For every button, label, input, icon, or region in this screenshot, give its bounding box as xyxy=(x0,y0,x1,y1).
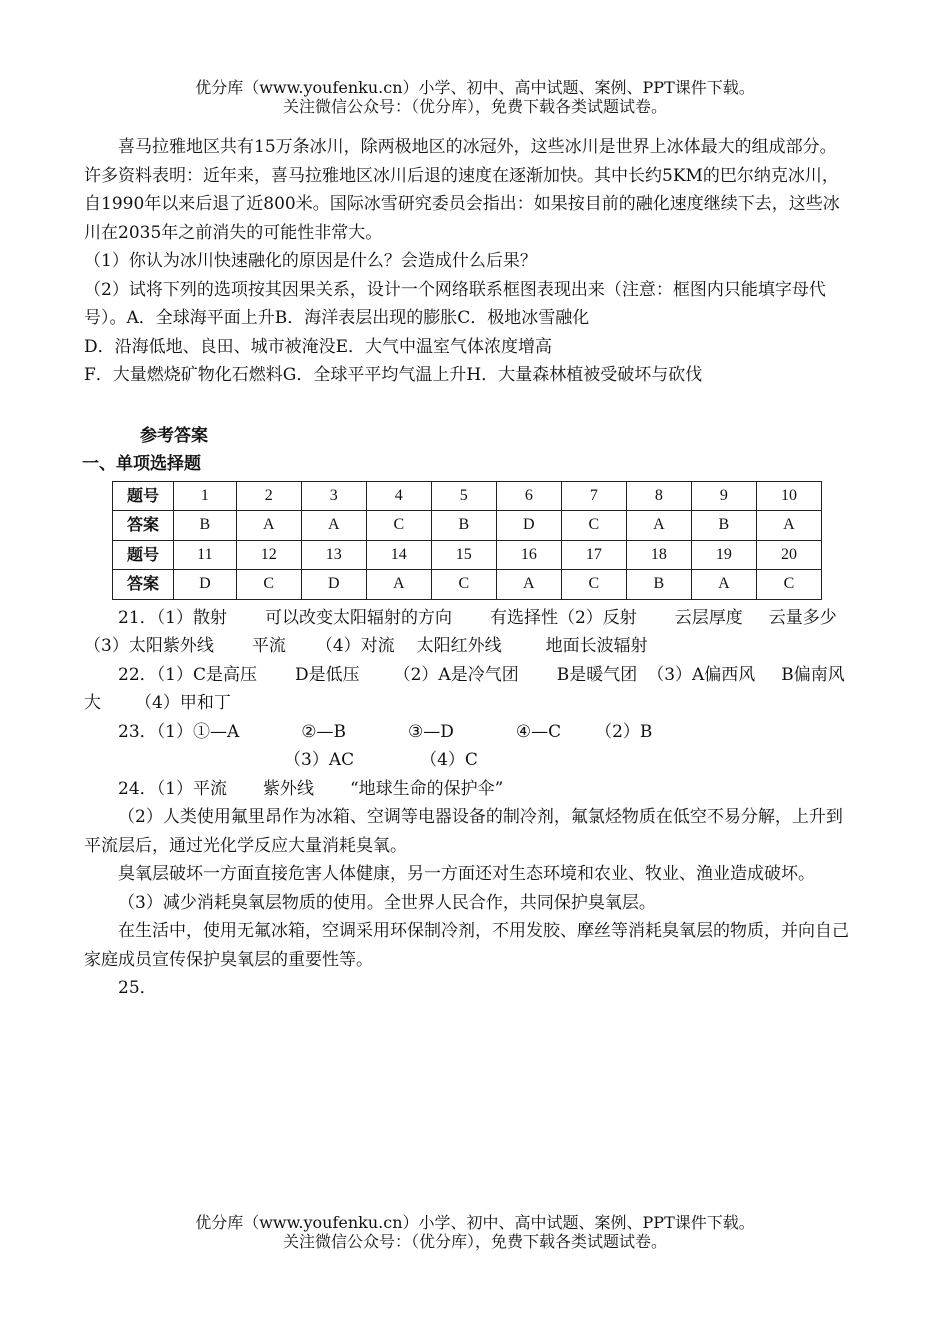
answer-22-part: （3）A偏西风 xyxy=(647,664,756,685)
table-cell: 19 xyxy=(691,540,756,570)
header-line-2: 关注微信公众号：（优分库），免费下载各类试题试卷。 xyxy=(282,97,667,116)
table-row xyxy=(113,511,822,541)
table-cell: 2 xyxy=(236,481,301,511)
table-cell: C xyxy=(756,570,821,600)
answer-21-part: 太阳红外线 xyxy=(416,636,502,656)
table-cell: A xyxy=(626,511,691,541)
answer-21-part: 云层厚度 xyxy=(674,607,743,628)
table-cell: A xyxy=(756,511,821,541)
table-cell: A xyxy=(496,570,561,600)
answer-title: 参考答案 xyxy=(140,425,208,446)
section-1-title: 一、单项选择题 xyxy=(82,454,201,474)
table-cell: 3 xyxy=(301,481,366,511)
answer-22-part: B是暖气团 xyxy=(556,664,638,685)
table-cell: A xyxy=(301,511,366,541)
answer-24-line-1 xyxy=(84,775,850,804)
footer-line-1: 优分库（www.youfenku.cn）小学、初中、高中试题、案例、PPT课件下载。 xyxy=(195,1213,755,1232)
header-line-1: 优分库（www.youfenku.cn）小学、初中、高中试题、案例、PPT课件下载。 xyxy=(195,78,755,97)
answer-24-part: “地球生命的保护伞” xyxy=(349,778,504,799)
table-cell: B xyxy=(174,511,237,541)
table-cell: C xyxy=(366,511,431,541)
table-cell: 18 xyxy=(626,540,691,570)
answer-22-part: 22．（1）C是高压 xyxy=(118,664,257,685)
table-cell: 7 xyxy=(561,481,626,511)
answer-21-part: 21．（1）散射 xyxy=(118,607,227,628)
answer-22-part: D是低压 xyxy=(294,664,360,685)
table-cell: 8 xyxy=(626,481,691,511)
answer-24-section-3b: 在生活中，使用无氟冰箱，空调采用环保制冷剂，不用发胶、摩丝等消耗臭氧层的物质，并向自己家庭成员宣传保护臭氧层的重要性等。 xyxy=(84,921,849,970)
answer-21-part: 有选择性（2）反射 xyxy=(489,607,637,628)
answer-23-part: （4）C xyxy=(420,750,478,770)
options-line-3: F．大量燃烧矿物化石燃料G．全球平平均气温上升H．大量森林植被受破坏与砍伐 xyxy=(84,365,703,385)
table-row xyxy=(113,570,822,600)
answer-23 xyxy=(84,718,850,775)
table-cell: 9 xyxy=(691,481,756,511)
answer-21 xyxy=(84,604,850,661)
table-cell: 15 xyxy=(431,540,496,570)
table-cell: D xyxy=(301,570,366,600)
answer-23-part: ④—C xyxy=(515,721,562,742)
table-cell: C xyxy=(561,511,626,541)
answer-23-part: ③—D xyxy=(407,721,454,742)
answer-24-section-2: （2）人类使用氟里昂作为冰箱、空调等电器设备的制冷剂，氟氯烃物质在低空不易分解，上升到平流层后，通过光化学反应大量消耗臭氧。 xyxy=(84,807,843,856)
table-cell: D xyxy=(496,511,561,541)
table-cell: D xyxy=(174,570,237,600)
row-label-answer: 答案 xyxy=(113,511,174,541)
table-cell: C xyxy=(431,570,496,600)
table-cell: 16 xyxy=(496,540,561,570)
answer-23-part: （3）AC xyxy=(284,750,355,770)
question-2: （2）试将下列的选项按其因果关系，设计一个网络联系框图表现出来（注意：框图内只能填字母代号）。A．全球海平面上升B．海洋表层出现的膨胀C．极地冰雪融化 xyxy=(84,279,826,328)
answer-24-section-2b: 臭氧层破坏一方面直接危害人体健康，另一方面还对生态环境和农业、牧业、渔业造成破坏。 xyxy=(118,864,815,884)
answer-24-section-3: （3）减少消耗臭氧层物质的使用。全世界人民合作，共同保护臭氧层。 xyxy=(118,892,656,913)
options-line-2: D．沿海低地、良田、城市被淹没E．大气中温室气体浓度增高 xyxy=(84,336,553,357)
answer-21-part: 云量多少（3）太阳紫外线 xyxy=(84,607,837,656)
answer-25: 25． xyxy=(118,978,157,998)
table-cell: 17 xyxy=(561,540,626,570)
document-body xyxy=(84,133,850,1003)
answer-table xyxy=(112,481,822,600)
table-cell: B xyxy=(626,570,691,600)
answer-22 xyxy=(84,661,850,718)
page-header xyxy=(0,78,950,116)
table-cell: 20 xyxy=(756,540,821,570)
table-cell: C xyxy=(561,570,626,600)
answer-24-part: 24．（1）平流 xyxy=(118,778,227,799)
row-label-answer: 答案 xyxy=(113,570,174,600)
table-row xyxy=(113,540,822,570)
question-1: （1）你认为冰川快速融化的原因是什么？会造成什么后果？ xyxy=(84,251,537,271)
answer-23-part: 23．（1）①—A xyxy=(118,721,240,742)
table-cell: 4 xyxy=(366,481,431,511)
answer-23-part: （2）B xyxy=(595,721,653,742)
footer-line-2: 关注微信公众号：（优分库），免费下载各类试题试卷。 xyxy=(282,1232,667,1251)
table-cell: 6 xyxy=(496,481,561,511)
table-cell: 11 xyxy=(174,540,237,570)
glacier-passage: 喜马拉雅地区共有15万条冰川，除两极地区的冰冠外，这些冰川是世界上冰体最大的组成部分。许多资料表明：近年来，喜马拉雅地区冰川后退的速度在逐渐加快。其中长约5KM的巴尔纳克冰川，自1990年以来后退了近800米。国际冰雪研究委员会指出：如果按目前的融化速度继续下去，这些冰川在2035年之前消失的可能性非常大。 xyxy=(84,137,840,243)
table-cell: A xyxy=(236,511,301,541)
answer-21-part: 地面长波辐射 xyxy=(545,636,648,656)
table-cell: A xyxy=(366,570,431,600)
answer-22-part: （4）甲和丁 xyxy=(135,693,231,713)
table-cell: 1 xyxy=(174,481,237,511)
table-cell: 5 xyxy=(431,481,496,511)
table-cell: B xyxy=(691,511,756,541)
page-footer xyxy=(0,1213,950,1251)
table-cell: C xyxy=(236,570,301,600)
answer-23-part: ②—B xyxy=(301,721,346,742)
answer-22-part: B偏南风 大 xyxy=(84,664,845,713)
row-label-number: 题号 xyxy=(113,481,174,511)
table-cell: 12 xyxy=(236,540,301,570)
row-label-number: 题号 xyxy=(113,540,174,570)
answer-21-part: 平流 xyxy=(251,636,286,656)
table-cell: 14 xyxy=(366,540,431,570)
table-cell: 13 xyxy=(301,540,366,570)
answer-21-part: （4）对流 xyxy=(315,636,395,656)
table-cell: 10 xyxy=(756,481,821,511)
answer-24-part: 紫外线 xyxy=(262,778,314,799)
answer-21-part: 可以改变太阳辐射的方向 xyxy=(264,607,452,628)
table-row xyxy=(113,481,822,511)
table-cell: B xyxy=(431,511,496,541)
answer-22-part: （2）A是冷气团 xyxy=(393,664,519,685)
table-cell: A xyxy=(691,570,756,600)
